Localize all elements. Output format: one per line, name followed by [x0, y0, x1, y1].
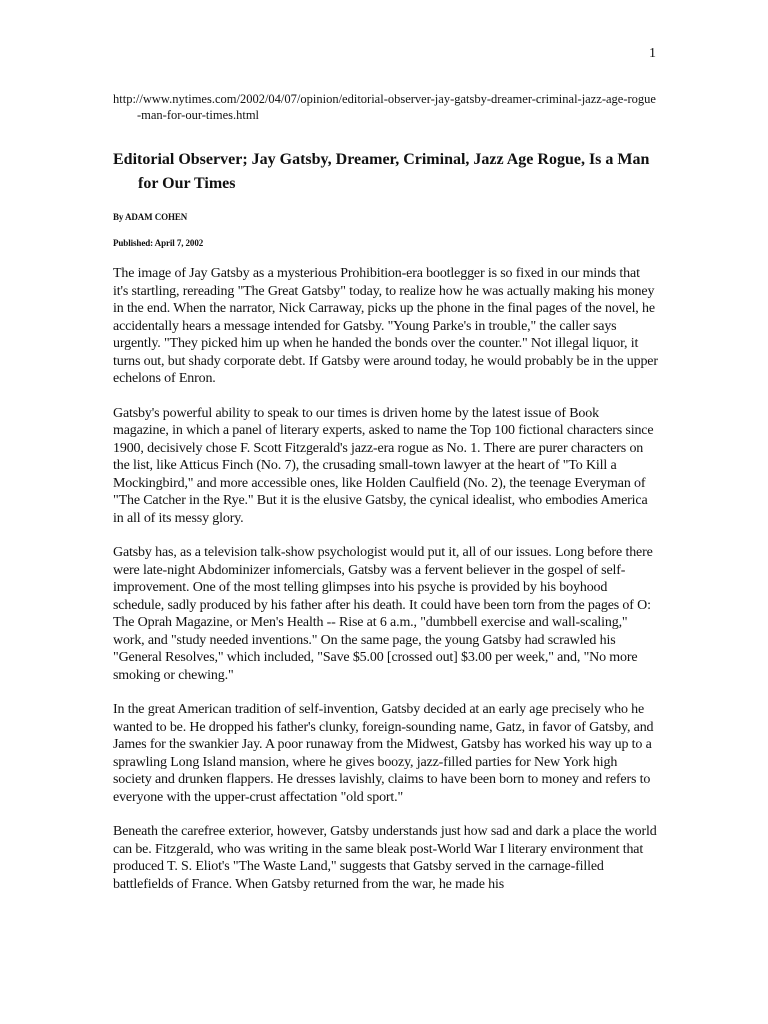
published-date: Published: April 7, 2002 [113, 238, 204, 248]
paragraph-2: Gatsby's powerful ability to speak to our times is driven home by the latest issue of Book magazine, in which a panel of literary experts, asked to name the Top 100 fictional characters since 1900, decisively chose F. Scott Fitzgerald's jazz-era rogue as No. 1. There are purer characters on the list, like Atticus Finch (No. 7), the crusading small-town lawyer at the heart of "To Kill a Mockingbird," and more accessible ones, like Holden Caulfield (No. 2), the teenage Everyman of "The Catcher in the Rye." But it is the elusive Gatsby, the cynical idealist, who embodies America in all of its messy glory. [113, 405, 654, 526]
source-url: http://www.nytimes.com/2002/04/07/opinion/editorial-observer-jay-gatsby-dreamer-criminal-jazz-age-rogue-man-for-our-times.html [113, 92, 656, 122]
page-number: 1 [649, 46, 656, 61]
paragraph-1: The image of Jay Gatsby as a mysterious Prohibition-era bootlegger is so fixed in our minds that it's startling, rereading "The Great Gatsby" today, to realize how he was actually making his money in the end. When the narrator, Nick Carraway, picks up the phone in the final pages of the novel, he accidentally hears a message intended for Gatsby. "Young Parke's in trouble," the caller says urgently. "They picked him up when he handed the bonds over the counter." Not illegal liquor, it turns out, but shady corporate debt. If Gatsby were around today, he would probably be in the upper echelons of Enron. [113, 266, 658, 386]
article-body [113, 91, 658, 893]
paragraph-3: Gatsby has, as a television talk-show psychologist would put it, all of our issues. Long before there were late-night Abdominizer infomercials, Gatsby was a fervent believer in the gospel of self-improvement. One of the most telling glimpses into his psyche is provided by his boyhood schedule, sadly produced by his father after his death. It could have been torn from the pages of O: The Oprah Magazine, or Men's Health -- Rise at 6 a.m., "dumbbell exercise and wall-scaling," work, and "study needed inventions." On the same page, the young Gatsby had scrawled his "General Resolves," which included, "Save $5.00 [crossed out] $3.00 per week," and, "No more smoking or chewing." [113, 545, 653, 683]
byline: By ADAM COHEN [113, 212, 188, 222]
paragraph-5: Beneath the carefree exterior, however, Gatsby understands just how sad and dark a place the world can be. Fitzgerald, who was writing in the same bleak post-World War I literary environment that produced T. S. Eliot's "The Waste Land," suggests that Gatsby served in the carnage-filled battlefields of France. When Gatsby returned from the war, he made his [113, 824, 657, 892]
paragraph-4: In the great American tradition of self-invention, Gatsby decided at an early age precisely who he wanted to be. He dropped his father's clunky, foreign-sounding name, Gatz, in favor of Gatsby, and James for the swankier Jay. A poor runaway from the Midwest, Gatsby has worked his way up to a sprawling Long Island mansion, where he gives boozy, jazz-filled parties for New York high society and drunken flappers. He dresses lavishly, claims to have been born to money and refers to everyone with the upper-crust affectation "old sport." [113, 702, 654, 805]
article-headline: Editorial Observer; Jay Gatsby, Dreamer, Criminal, Jazz Age Rogue, Is a Man for Our Times [113, 151, 650, 192]
